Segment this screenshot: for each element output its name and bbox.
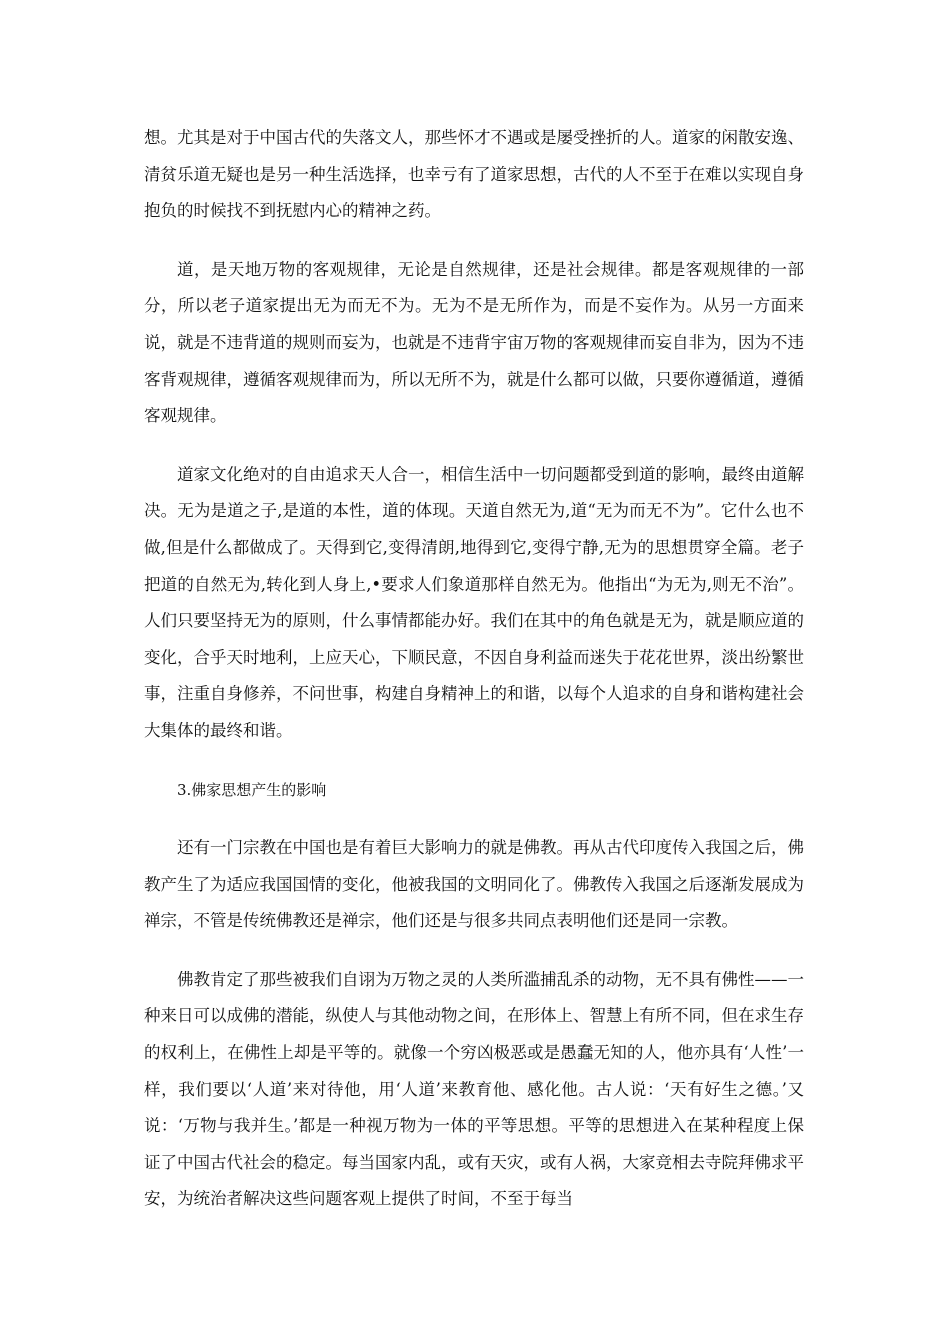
paragraph-1: 想。尤其是对于中国古代的失落文人，那些怀才不遇或是屡受挫折的人。道家的闲散安逸、清贫乐道无疑也是另一种生活选择，也幸亏有了道家思想，古代的人不至于在难以实现自身抱负的时候找不到抚慰内心的精神之药。 <box>144 128 804 221</box>
paragraph-2: 道，是天地万物的客观规律，无论是自然规律，还是社会规律。都是客观规律的一部分，所以老子道家提出无为而无不为。无为不是无所作为，而是不妄作为。从另一方面来说，就是不违背道的规则而妄为，也就是不违背宇宙万物的客观规律而妄自非为，因为不违客背观规律，遵循客观规律而为，所以无所不为，就是什么都可以做，只要你遵循道，遵循客观规律。 <box>144 259 804 426</box>
paragraph-3: 道家文化绝对的自由追求天人合一，相信生活中一切问题都受到道的影响，最终由道解决。无为是道之子,是道的本性，道的体现。天道自然无为,道“无为而无不为”。它什么也不做,但是什么都做成了。天得到它,变得清朗,地得到它,变得宁静,无为的思想贯穿全篇。老子把道的自然无为,转化到人身上,•要求人们象道那样自然无为。他指出“为无为,则无不治”。人们只要坚持无为的原则，什么事情都能办好。我们在其中的角色就是无为，就是顺应道的变化，合乎天时地利，上应天心，下顺民意，不因自身利益而迷失于花花世界，淡出纷繁世事，注重自身修养，不问世事，构建自身精神上的和谐，以每个人追求的自身和谐构建社会大集体的最终和谐。 <box>144 464 804 740</box>
paragraph-5: 佛教肯定了那些被我们自诩为万物之灵的人类所滥捕乱杀的动物，无不具有佛性——一种来日可以成佛的潜能，纵使人与其他动物之间，在形体上、智慧上有所不同，但在求生存的权利上，在佛性上却是平等的。就像一个穷凶极恶或是愚蠢无知的人，他亦具有‘人性’一样，我们要以‘人道’来对待他，用‘人道’来教育他、感化他。古人说：‘天有好生之德。’又说：‘万物与我并生。’都是一种视万物为一体的平等思想。平等的思想进入在某种程度上保证了中国古代社会的稳定。每当国家内乱，或有天灾，或有人祸，大家竞相去寺院拜佛求平安，为统治者解决这些问题客观上提供了时间，不至于每当 <box>144 969 804 1209</box>
document-body <box>144 120 804 1240</box>
paragraph-4: 还有一门宗教在中国也是有着巨大影响力的就是佛教。再从古代印度传入我国之后，佛教产生了为适应我国国情的变化，他被我国的文明同化了。佛教传入我国之后逐渐发展成为禅宗，不管是传统佛教还是禅宗，他们还是与很多共同点表明他们还是同一宗教。 <box>144 838 804 931</box>
section-heading: 3.佛家思想产生的影响 <box>177 780 327 799</box>
